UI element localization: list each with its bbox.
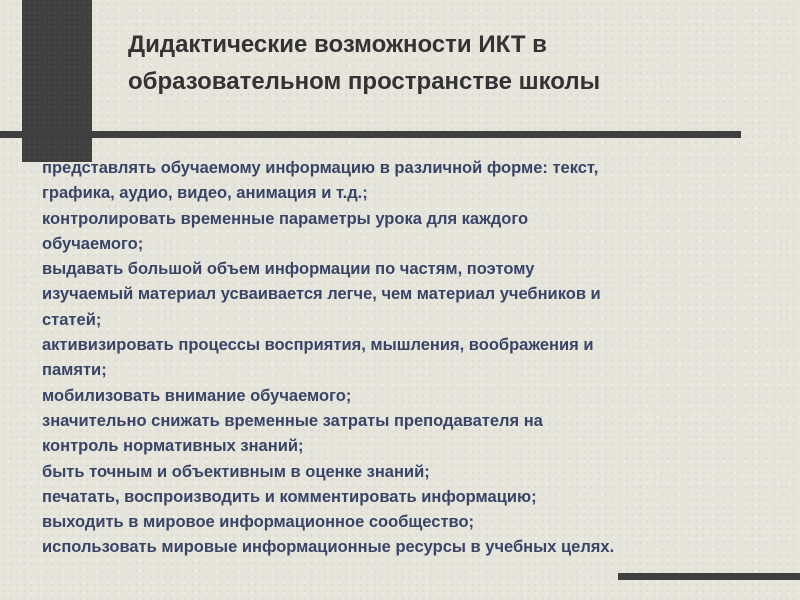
list-item-line: обучаемого; — [42, 234, 144, 253]
list-item-line: выдавать большой объем информации по частям, поэтому — [42, 260, 535, 279]
list-item — [42, 409, 782, 460]
list-item-line: графика, аудио, видео, анимация и т.д.; — [42, 184, 368, 203]
list-item — [42, 257, 782, 333]
list-item-line: значительно снижать временные затраты преподавателя на — [42, 411, 543, 430]
list-item-line: быть точным и объективным в оценке знаний; — [42, 462, 430, 481]
footer-divider — [618, 573, 800, 580]
header-divider — [0, 131, 741, 138]
list-item-line: активизировать процессы восприятия, мышления, воображения и — [42, 336, 594, 355]
list-item-line: использовать мировые информационные ресурсы в учебных целях. — [42, 538, 615, 557]
slide-title-line: образовательном пространстве школы — [128, 68, 601, 95]
slide-title — [128, 26, 768, 100]
list-item — [42, 333, 782, 384]
list-item — [42, 535, 782, 560]
list-item-line: представлять обучаемому информацию в различной форме: текст, — [42, 159, 599, 177]
list-item — [42, 156, 782, 207]
list-item — [42, 510, 782, 535]
list-item-line: контроль нормативных знаний; — [42, 437, 304, 456]
list-item — [42, 485, 782, 510]
list-item — [42, 384, 782, 409]
list-item-line: контролировать временные параметры урока для каждого — [42, 209, 529, 228]
list-item-line: выходить в мировое информационное сообщество; — [42, 513, 475, 532]
list-item — [42, 460, 782, 485]
list-item — [42, 207, 782, 258]
list-item-line: мобилизовать внимание обучаемого; — [42, 386, 352, 405]
list-item-line: статей; — [42, 310, 102, 329]
list-item-line: печатать, воспроизводить и комментировать информацию; — [42, 487, 537, 506]
list-item-line: памяти; — [42, 361, 107, 380]
slide-title-line: Дидактические возможности ИКТ в — [128, 31, 547, 58]
list-item-line: изучаемый материал усваивается легче, чем материал учебников и — [42, 285, 601, 304]
capabilities-list — [42, 156, 782, 561]
